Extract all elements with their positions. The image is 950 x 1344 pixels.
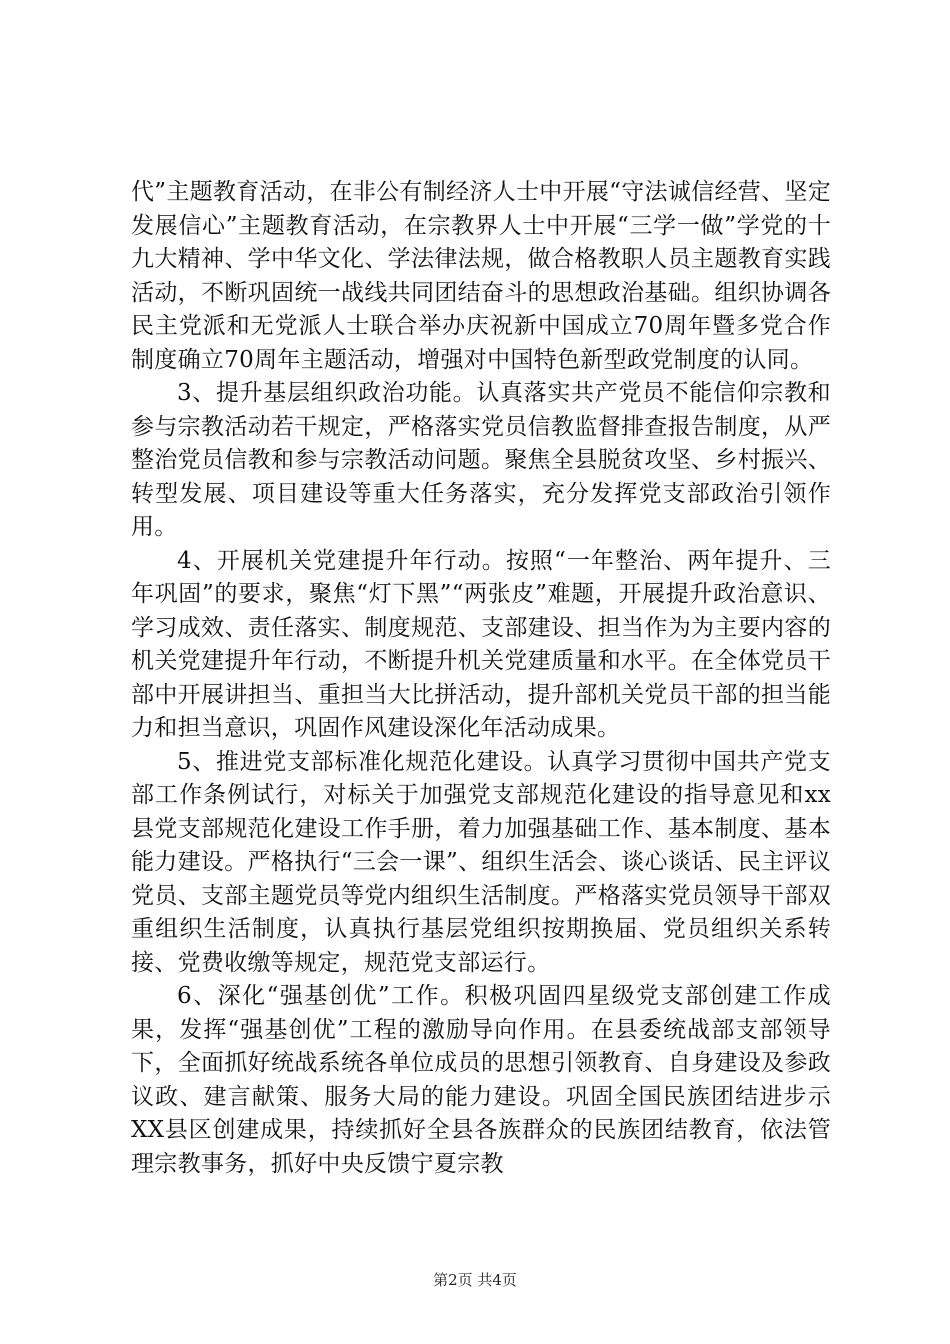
paragraph-item-3: 3、提升基层组织政治功能。认真落实共产党员不能信仰宗教和参与宗教活动若干规定，严格落实党员信教监督排查报告制度，从严整治党员信教和参与宗教活动问题。聚焦全县脱贫攻坚、乡村振兴、转型发展、项目建设等重大任务落实，充分发挥党支部政治引领作用。	[131, 380, 831, 540]
page-footer	[0, 1269, 950, 1290]
document-body	[131, 176, 831, 1181]
paragraph-continuation: 代”主题教育活动，在非公有制经济人士中开展“守法诚信经营、坚定发展信心”主题教育活动，在宗教界人士中开展“三学一做”学党的十九大精神、学中华文化、学法律法规，做合格教职人员主题教育实践活动，不断巩固统一战线共同团结奋斗的思想政治基础。组织协调各民主党派和无党派人士联合举办庆祝新中国成立70周年暨多党合作制度确立70周年主题活动，增强对中国特色新型政党制度的认同。	[131, 179, 831, 373]
paragraph-item-4: 4、开展机关党建提升年行动。按照“一年整治、两年提升、三年巩固”的要求，聚焦“灯下黑”“两张皮”难题，开展提升政治意识、学习成效、责任落实、制度规范、支部建设、担当作为为主要内容的机关党建提升年行动，不断提升机关党建质量和水平。在全体党员干部中开展讲担当、重担当大比拼活动，提升部机关党员干部的担当能力和担当意识，巩固作风建设深化年活动成果。	[131, 547, 831, 741]
page-number: 第2页 共4页	[433, 1271, 517, 1289]
paragraph-item-5: 5、推进党支部标准化规范化建设。认真学习贯彻中国共产党支部工作条例试行，对标关于加强党支部规范化建设的指导意见和xx县党支部规范化建设工作手册，着力加强基础工作、基本制度、基本能力建设。严格执行“三会一课”、组织生活会、谈心谈话、民主评议党员、支部主题党员等党内组织生活制度。严格落实党员领导干部双重组织生活制度，认真执行基层党组织按期换届、党员组织关系转接、党费收缴等规定，规范党支部运行。	[131, 748, 831, 976]
paragraph-item-6: 6、深化“强基创优”工作。积极巩固四星级党支部创建工作成果，发挥“强基创优”工程的激励导向作用。在县委统战部支部领导下，全面抓好统战系统各单位成员的思想引领教育、自身建设及参政议政、建言献策、服务大局的能力建设。巩固全国民族团结进步示XX县区创建成果，持续抓好全县各族群众的民族团结教育，依法管理宗教事务，抓好中央反馈宁夏宗教	[131, 983, 831, 1177]
